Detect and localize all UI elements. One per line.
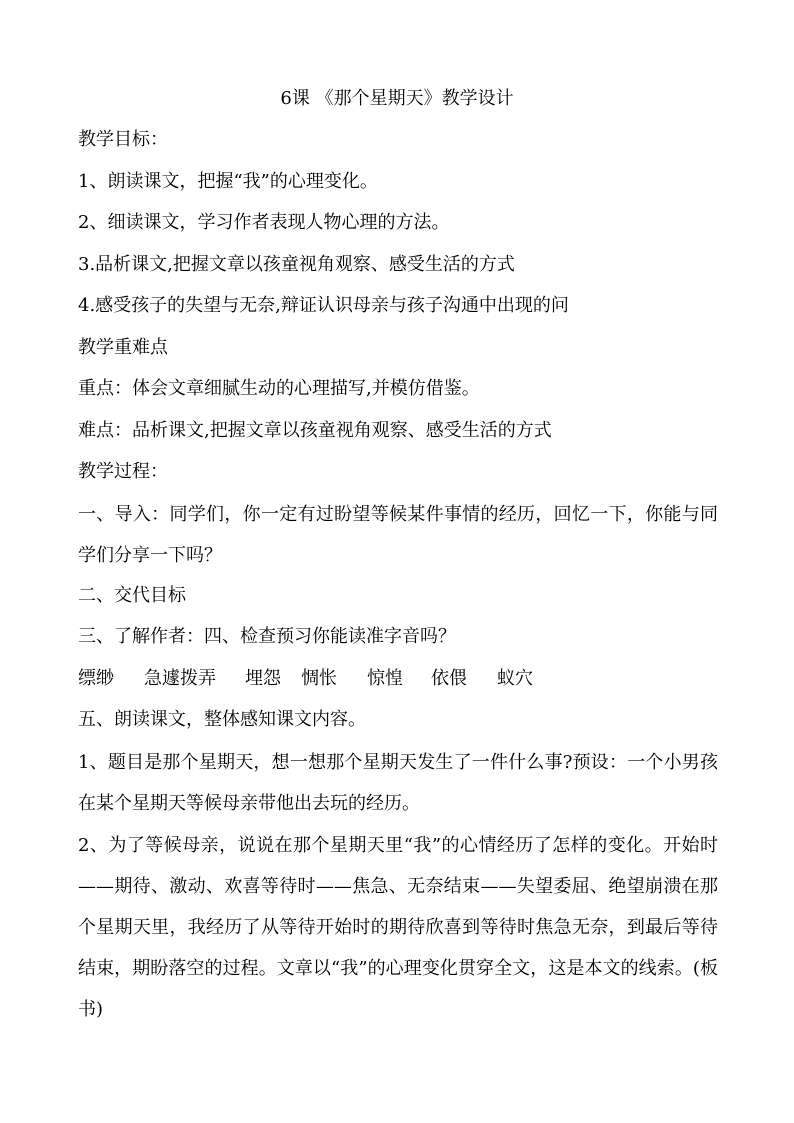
goal-item-3: 3.品析课文,把握文章以孩童视角观察、感受生活的方式 <box>78 254 515 275</box>
step-2-goals: 二、交代目标 <box>78 585 186 606</box>
vocab-word: 蚁穴 <box>497 668 533 689</box>
key-point: 重点：体会文章细腻生动的心理描写,并模仿借鉴。 <box>78 378 480 399</box>
vocab-word: 惊惶 <box>367 668 403 689</box>
focus-heading: 教学重难点 <box>78 337 168 358</box>
vocab-word: 埋怨 <box>245 668 281 689</box>
vocab-word: 依偎 <box>431 668 467 689</box>
difficult-point: 难点：品析课文,把握文章以孩童视角观察、感受生活的方式 <box>78 420 552 441</box>
goal-item-1: 1、朗读课文，把握“我”的心理变化。 <box>78 171 378 192</box>
goals-heading: 教学目标： <box>78 129 168 150</box>
question-2: 2、为了等候母亲，说说在那个星期天里“我”的心情经历了怎样的变化。开始时——期待、激动、欢喜等待时——焦急、无奈结束——失望委屈、绝望崩溃在那个星期天里，我经历了从等待开始时的期待欣喜到等待时焦急无奈，到最后等待结束，期盼落空的过程。文章以“我”的心理变化贯穿全文，这是本文的线索。(板书) <box>78 835 718 1020</box>
process-heading: 教学过程： <box>78 461 168 482</box>
vocab-word: 惆怅 <box>301 668 337 689</box>
vocab-word: 急遽拨弄 <box>144 668 216 689</box>
question-1: 1、题目是那个星期天，想一想那个星期天发生了一件什么事?预设：一个小男孩在某个星期天等候母亲带他出去玩的经历。 <box>78 752 718 814</box>
goal-item-4: 4.感受孩子的失望与无奈,辩证认识母亲与孩子沟通中出现的问 <box>78 295 569 316</box>
step-5-reading: 五、朗读课文，整体感知课文内容。 <box>78 709 366 730</box>
document-title: 6课 《那个星期天》教学设计 <box>280 88 514 109</box>
goal-item-2: 2、细读课文，学习作者表现人物心理的方法。 <box>78 212 450 233</box>
step-1-intro: 一、导入：同学们，你一定有过盼望等候某件事情的经历，回忆一下，你能与同学们分享一下吗？ <box>78 504 718 566</box>
vocab-word: 缥缈 <box>78 668 114 689</box>
step-3-author: 三、了解作者：四、检查预习你能读准字音吗？ <box>78 626 456 647</box>
